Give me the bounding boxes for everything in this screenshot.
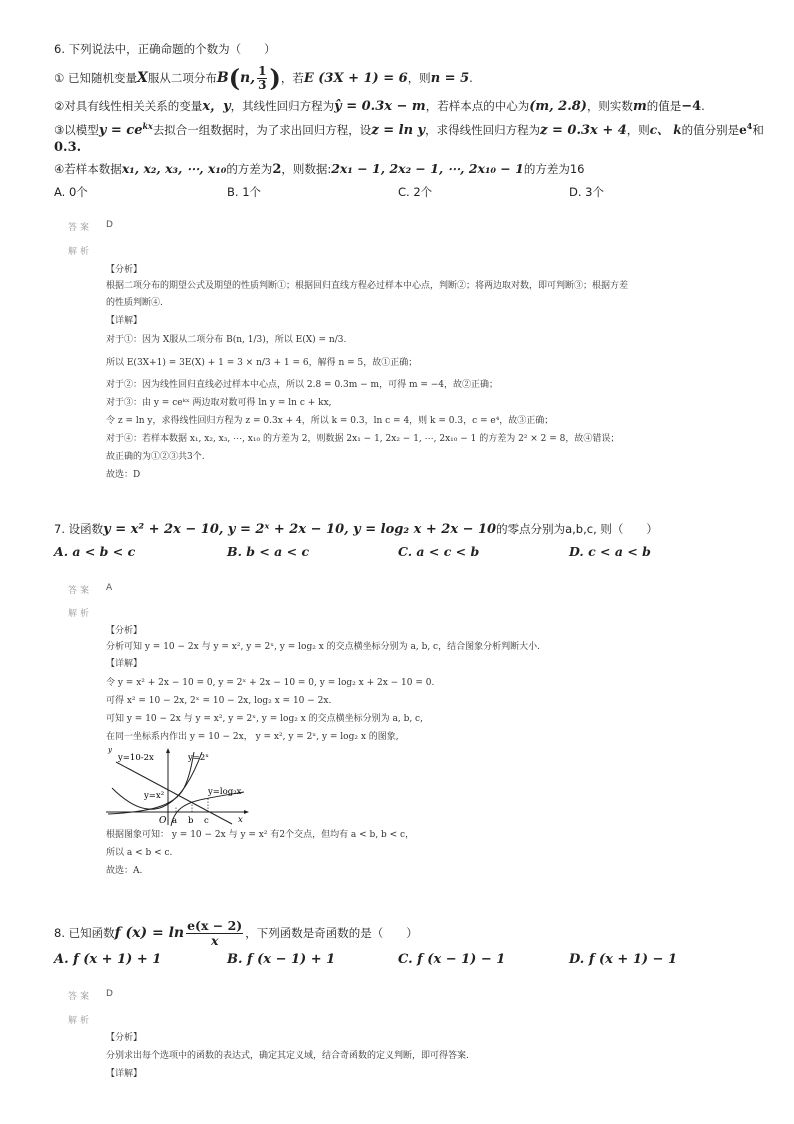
q8-stem: 8. 已知函数f (x) = ln $\frac{e(x - 2)}{x}$ ，下列函数是奇函数的是（ ） [54,918,418,948]
label-x: x [238,815,243,825]
q6-sol-line: 所以 E(3X+1) = 3E(X) + 1 = 3 × n/3 + 1 = 6，解得 n = 5，故①正确； [106,358,418,368]
q8-option-c[interactable]: C. f (x − 1) − 1 [398,952,506,967]
q7-sol-line: 【详解】 [106,659,143,669]
q6-stem: 6. 下列说法中，正确命题的个数为（ ） [54,42,276,56]
q7-sol-line: 根据图象可知： y = 10 − 2x 与 y = x² 有2个交点，但均有 a < b, b < c， [106,830,415,840]
q8-option-b[interactable]: B. f (x − 1) + 1 [227,952,336,967]
q6-statement-4: ④若样本数据x₁, x₂, x₃, ⋯, x₁₀的方差为2，则数据:2x₁ − 1, 2x₂ − 1, ⋯, 2x₁₀ − 1的方差为16 [54,161,585,177]
q7-sol-line: 令 y = x² + 2x − 10 = 0, y = 2ˣ + 2x − 10 = 0, y = log₂ x + 2x − 10 = 0. [106,678,435,688]
q8-answer: D [106,989,113,999]
q6-sol-line: 对于③：由 y = ceᵏˣ 两边取对数可得 ln y = ln c + kx, [106,398,332,408]
label-c: c [204,816,209,826]
q6-sol-line: 对于②：因为线性回归直线必过样本中心点，所以 2.8 = 0.3m − m，可得 m = −4，故②正确； [106,380,499,390]
label-line: y=10-2x [118,753,154,763]
q7-sol-line: 可知 y = 10 − 2x 与 y = x², y = 2ˣ, y = log₂ x 的交点横坐标分别为 a, b, c, [106,714,423,724]
q7-option-a[interactable]: A. a < b < c [54,544,136,559]
label-b: b [188,816,194,826]
q8-sol-line: 【详解】 [106,1069,143,1079]
function-graph [104,748,250,826]
q6-sol-line: 根据二项分布的期望公式及期望的性质判断①；根据回归直线方程必过样本中心点，判断②；将两边取对数，即可判断③；根据方差 [106,281,629,291]
q6-option-b[interactable]: B. 1个 [227,185,262,199]
q8-answer-label: 答案 [68,992,93,1002]
q7-sol-line: 可得 x² = 10 − 2x, 2ˣ = 10 − 2x, log₂ x = 10 − 2x. [106,696,332,706]
label-log: y=log₂x [208,787,242,797]
q8-option-a[interactable]: A. f (x + 1) + 1 [54,952,162,967]
label-sq: y=x² [144,791,165,801]
q6-sol-line: 故选：D [106,470,141,480]
y-axis-arrow [166,748,170,753]
q6-statement-1: ① 已知随机变量X服从二项分布B(n, $\frac{1}{3}$ )，若E (3X + 1) = 6，则n = 5. [54,63,473,93]
q6-sol-line: 【详解】 [106,316,143,326]
q6-answer: D [106,220,113,230]
q6-sol-line: 对于①：因为 X服从二项分布 B(n, 1/3)，所以 E(X) = n/3. [106,335,347,345]
q6-statement-2: ②对具有线性相关关系的变量x，y，其线性回归方程为ŷ = 0.3x − m，若样本点的中心为(m, 2.8)，则实数m的值是−4. [54,99,705,114]
q6-option-c[interactable]: C. 2个 [398,185,433,199]
q6-sol-line: 对于④：若样本数据 x₁, x₂, x₃, ⋯, x₁₀ 的方差为 2，则数据 2x₁ − 1, 2x₂ − 1, ⋯, 2x₁₀ − 1 的方差为 2² × 2 = 8，故④错误； [106,434,620,444]
q7-answer: A [106,583,113,593]
q8-option-d[interactable]: D. f (x + 1) − 1 [569,952,678,967]
q8-sol-line: 分别求出每个选项中的函数的表达式，确定其定义域，结合奇函数的定义判断，即可得答案. [106,1051,469,1061]
q7-sol-line: 所以 a < b < c. [106,848,173,858]
label-a: a [172,816,178,826]
q6-sol-line: 【分析】 [106,265,143,275]
label-origin: O [159,816,167,826]
q7-sol-line: 分析可知 y = 10 − 2x 与 y = x², y = 2ˣ, y = log₂ x 的交点横坐标分别为 a, b, c，结合图象分析判断大小. [106,642,540,652]
q7-option-d[interactable]: D. c < a < b [569,544,651,559]
q6-analysis-label: 解析 [68,247,93,257]
x-axis-arrow [244,810,249,814]
q6-statement-3-cont: 0.3. [54,140,82,155]
q6-option-d[interactable]: D. 3个 [569,185,604,199]
q8-sol-line: 【分析】 [106,1033,143,1043]
q7-sol-line: 【分析】 [106,626,143,636]
label-exp: y=2ˣ [188,753,209,763]
q6-sol-line: 令 z = ln y，求得线性回归方程为 z = 0.3x + 4，所以 k = 0.3，ln c = 4，则 k = 0.3，c = e⁴，故③正确； [106,416,554,426]
q7-stem: 7. 设函数y = x² + 2x − 10, y = 2ˣ + 2x − 10, y = log₂ x + 2x − 10的零点分别为a,b,c, 则（ ） [54,522,658,537]
q7-analysis-label: 解析 [68,609,93,619]
q7-option-b[interactable]: B. b < a < c [227,544,310,559]
label-y: y [108,748,112,754]
q7-sol-line: 故选：A. [106,866,143,876]
q6-sol-line: 的性质判断④. [106,298,163,308]
q7-option-c[interactable]: C. a < c < b [398,544,480,559]
q6-statement-3: ③以模型$y = ce^{kx}$去拟合一组数据时，为了求出回归方程，设z = ln y，求得线性回归方程为z = 0.3x + 4，则c、 k的值分别是$e^4$和 [54,121,764,138]
q6-answer-label: 答案 [68,223,93,233]
q6-option-a[interactable]: A. 0个 [54,185,88,199]
q7-sol-line: 在同一坐标系内作出 y = 10 − 2x， y = x², y = 2ˣ, y = log₂ x 的图象, [106,732,399,742]
q8-analysis-label: 解析 [68,1016,93,1026]
q7-answer-label: 答案 [68,586,93,596]
q6-sol-line: 故正确的为①②③共3个. [106,452,205,462]
